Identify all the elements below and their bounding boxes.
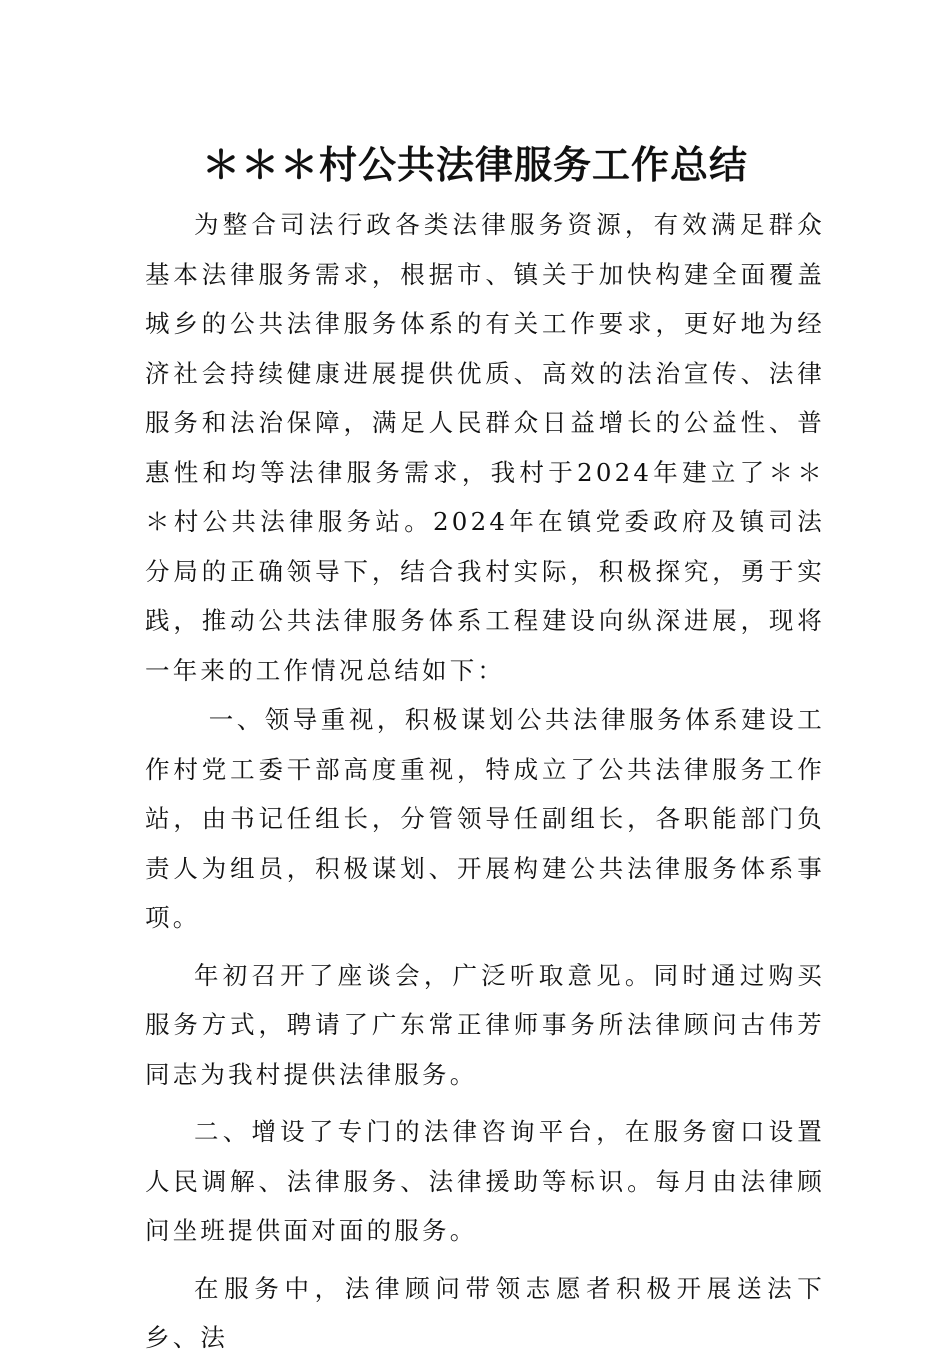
paragraph-service: 在服务中，法律顾问带领志愿者积极开展送法下乡、法 bbox=[145, 1273, 825, 1352]
document-body bbox=[145, 200, 825, 1363]
paragraph-section-one: 一、领导重视，积极谋划公共法律服务体系建设工作村党工委干部高度重视，特成立了公共法律服务工作站，由书记任组长，分管领导任副组长，各职能部门负责人为组员，积极谋划、开展构建公共法律服务体系事项。 bbox=[145, 705, 825, 932]
paragraph-meeting: 年初召开了座谈会，广泛听取意见。同时通过购买服务方式，聘请了广东常正律师事务所法律顾问古伟芳同志为我村提供法律服务。 bbox=[145, 960, 825, 1089]
paragraph-intro: 为整合司法行政各类法律服务资源，有效满足群众基本法律服务需求，根据市、镇关于加快构建全面覆盖城乡的公共法律服务体系的有关工作要求，更好地为经济社会持续健康进展提供优质、高效的法治宣传、法律服务和法治保障，满足人民群众日益增长的公益性、普惠性和均等法律服务需求，我村于2024年建立了＊＊＊村公共法律服务站。2024年在镇党委政府及镇司法分局的正确领导下，结合我村实际，积极探究，勇于实践，推动公共法律服务体系工程建设向纵深进展，现将一年来的工作情况总结如下： bbox=[145, 210, 825, 685]
paragraph-section-two: 二、增设了专门的法律咨询平台，在服务窗口设置人民调解、法律服务、法律援助等标识。每月由法律顾问坐班提供面对面的服务。 bbox=[145, 1117, 825, 1245]
document-title: ＊＊＊村公共法律服务工作总结 bbox=[201, 143, 748, 187]
